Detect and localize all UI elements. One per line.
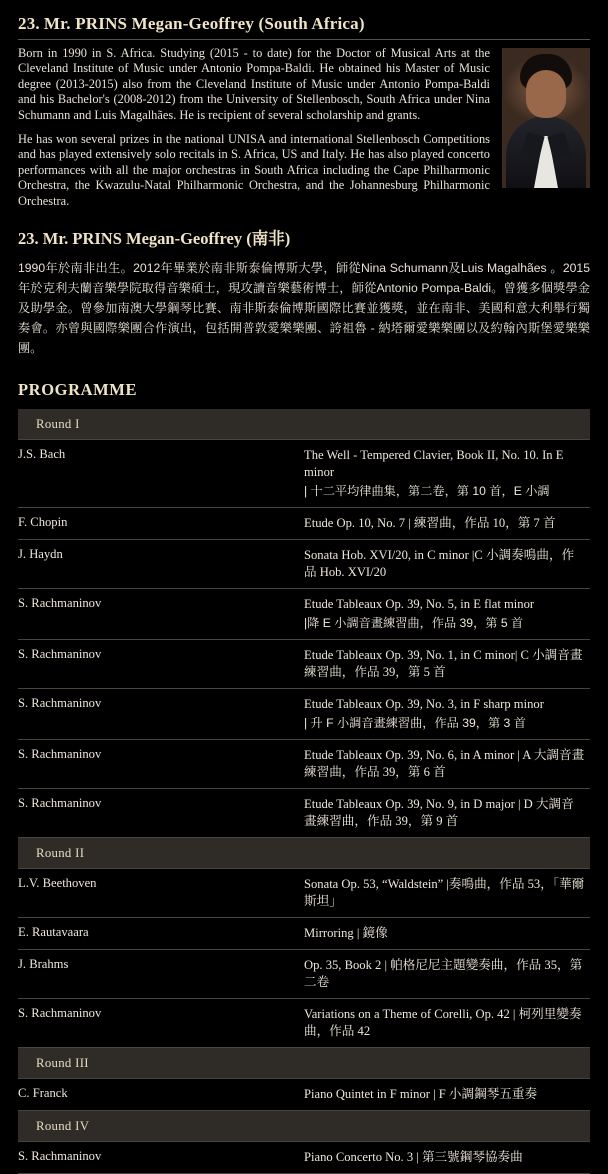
page-title [18,14,590,40]
work-cell [304,1142,590,1174]
work-title-en: Mirroring | 鏡像 [304,926,388,941]
work-title-cn: | 十二平均律曲集，第二卷，第 10 首，E 小調 [304,484,550,499]
round-header-row [18,838,590,869]
work-title-en: Etude Tableaux Op. 39, No. 1, in C minor| C 小調音畫練習曲，作品 39，第 5 首 [304,648,583,680]
programme-heading: PROGRAMME [18,380,138,400]
biography-section [18,46,590,209]
table-row [18,440,590,508]
entry-number: 23. [18,14,40,33]
work-title-en: Etude Tableaux Op. 39, No. 6, in A minor | A 大調音畫練習曲，作品 39，第 6 首 [304,748,585,780]
round-header-row [18,1111,590,1142]
table-row [18,869,590,918]
composer-cell: L.V. Beethoven [18,869,304,918]
work-cell [304,740,590,789]
table-row [18,689,590,740]
table-row [18,640,590,689]
programme-table [18,409,590,1174]
work-title-en: Sonata Hob. XVI/20, in C minor |C 小調奏鳴曲，作品 Hob. XVI/20 [304,548,575,580]
work-cell [304,640,590,689]
work-title-en: Etude Tableaux Op. 39, No. 9, in D major | D 大調音畫練習曲，作品 39，第 9 首 [304,797,574,829]
work-cell [304,950,590,999]
work-cell [304,440,590,508]
round-label: Round III [36,1056,89,1071]
composer-cell: J. Brahms [18,950,304,999]
work-title-en: Sonata Op. 53, “Waldstein” |奏鳴曲，作品 53，「華爾斯坦」 [304,877,585,909]
work-cell [304,869,590,918]
work-title-en: Etude Tableaux Op. 39, No. 5, in E flat minor [304,597,535,612]
composer-cell: C. Franck [18,1079,304,1111]
composer-cell: F. Chopin [18,508,304,540]
page-title-chinese [18,225,590,249]
work-cell [304,540,590,589]
work-cell [304,689,590,740]
composer-cell: S. Rachmaninov [18,740,304,789]
composer-cell: J. Haydn [18,540,304,589]
entry-number-chinese: 23. [18,229,39,249]
table-row [18,918,590,950]
work-title-en: The Well - Tempered Clavier, Book II, No. 10. In E minor [304,448,564,480]
work-cell [304,1079,590,1111]
work-cell [304,999,590,1048]
round-header-cell [18,838,590,869]
round-header-cell [18,1048,590,1079]
table-row [18,789,590,838]
composer-cell: E. Rautavaara [18,918,304,950]
work-title-en: Etude Tableaux Op. 39, No. 3, in F sharp minor [304,697,544,712]
portrait-face [526,70,566,118]
work-cell [304,789,590,838]
work-title-cn: |降 E 小調音畫練習曲，作品 39，第 5 首 [304,616,524,631]
work-title-en: Variations on a Theme of Corelli, Op. 42 | 柯列里變奏曲，作品 42 [304,1007,582,1039]
work-title-en: Piano Quintet in F minor | F 小調鋼琴五重奏 [304,1087,538,1102]
round-header-row [18,1048,590,1079]
round-label: Round II [36,846,85,861]
work-title-cn: | 升 F 小調音畫練習曲，作品 39，第 3 首 [304,716,526,731]
table-row [18,999,590,1048]
round-header-cell [18,1111,590,1142]
composer-cell: S. Rachmaninov [18,589,304,640]
table-row [18,589,590,640]
table-row [18,950,590,999]
work-title-en: Op. 35, Book 2 | 帕格尼尼主題變奏曲，作品 35，第二卷 [304,958,583,990]
round-label: Round I [36,417,80,432]
composer-cell: S. Rachmaninov [18,789,304,838]
table-row [18,1079,590,1111]
table-row [18,1142,590,1174]
bio-paragraph-2: He has won several prizes in the national UNISA and international Stellenbosch Competitions and has played extensively solo recitals in S. Africa, US and Italy. He has also played concerto performances with all the major orchestras in South Africa including the Cape Philharmonic Orchestra, the Kwazulu-Natal Philharmonic Orchestra, and the Johannesburg Philharmonic Orchestra. [18,132,490,208]
composer-cell: S. Rachmaninov [18,689,304,740]
work-title-en: Etude Op. 10, No. 7 | 練習曲，作品 10，第 7 首 [304,516,556,531]
table-row [18,508,590,540]
bio-paragraph-chinese: 1990年於南非出生。2012年畢業於南非斯泰倫博斯大學，師從Nina Schumann及Luis Magalhães 。2015年於克利夫蘭音樂學院取得音樂碩士，現攻讀音樂藝術博士，師從Antonio Pompa-Baldi。曾獲多個獎學金及助學金。曾參加南澳大學鋼琴比賽、南非斯泰倫博斯國際比賽並獲獎，並在南非、美國和意大利舉行獨奏會。亦曾與國際樂團合作演出，包括開普敦愛樂樂團、誇祖魯 - 納塔爾愛樂樂團以及約翰內斯堡愛樂樂團。 [18,261,590,356]
composer-cell: S. Rachmaninov [18,1142,304,1174]
composer-cell: S. Rachmaninov [18,640,304,689]
work-cell [304,589,590,640]
composer-cell: S. Rachmaninov [18,999,304,1048]
composer-cell: J.S. Bach [18,440,304,508]
portrait-photo [502,48,590,188]
table-row [18,740,590,789]
entry-title-en: Mr. PRINS Megan-Geoffrey (South Africa) [43,14,365,33]
work-cell [304,918,590,950]
bio-paragraph-1: Born in 1990 in S. Africa. Studying (2015 - to date) for the Doctor of Musical Arts at the Cleveland Institute of Music under Antonio Pompa-Baldi. He obtained his Master of Music degree (2013-2015) also from the Cleveland Institute of Music under Antonio Pompa-Baldi and his Bachelor's (2008-2012) from the University of Stellenbosch, South Africa under Nina Schumann and Luis Magalhães. He is recipient of several scholarship and grants. [18,46,490,122]
round-header-cell [18,409,590,440]
round-header-row [18,409,590,440]
work-cell [304,508,590,540]
round-label: Round IV [36,1119,90,1134]
table-row [18,540,590,589]
work-title-en: Piano Concerto No. 3 | 第三號鋼琴協奏曲 [304,1150,523,1165]
entry-title-cn: Mr. PRINS Megan-Geoffrey (南非) [42,229,291,249]
